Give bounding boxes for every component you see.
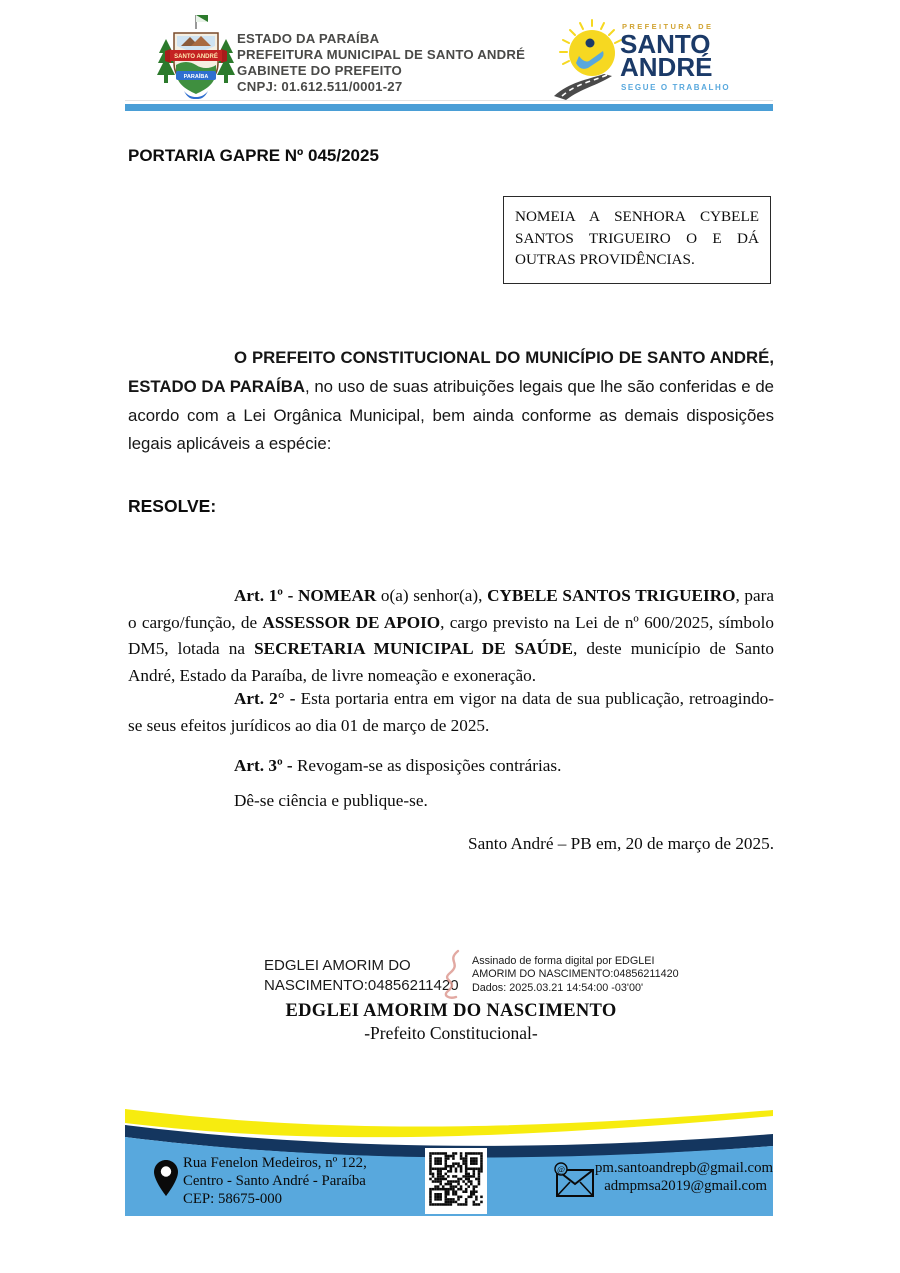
header-org-block: [237, 31, 557, 95]
location-pin-icon: [153, 1159, 179, 1197]
article-3-text: Revogam-se as disposições contrárias.: [296, 756, 562, 775]
header-divider-bar: [125, 104, 773, 111]
municipal-coat-of-arms: [157, 13, 235, 99]
sun-icon: [569, 30, 615, 76]
svg-text:@: @: [557, 1164, 565, 1174]
footer-address: [183, 1155, 403, 1208]
signature-detail-line1: Assinado de forma digital por EDGLEI: [472, 955, 655, 967]
article-2-heading: Art. 2° -: [234, 689, 301, 708]
person-icon: [586, 39, 595, 48]
closing-line: Dê-se ciência e publique-se.: [234, 791, 428, 810]
address-line-cep: CEP: 58675-000: [183, 1190, 283, 1207]
logo-name-line1: SANTO: [620, 29, 711, 59]
digital-signature-flourish-icon: [436, 949, 470, 1003]
prefeitura-santo-andre-logo: [552, 12, 734, 102]
signer-role: -Prefeito Constitucional-: [364, 1023, 538, 1043]
crest-banner-paraiba: PARAÍBA: [183, 74, 209, 80]
article-1-text: o(a) senhor(a),: [376, 586, 488, 605]
article-2-text: Esta portaria entra em vigor na data de sua publicação, retroagindo-se seus efeitos jurídicos ao dia 01 de março de 2025.: [128, 689, 774, 735]
signature-detail-line2: AMORIM DO NASCIMENTO:04856211420: [472, 968, 679, 981]
digital-signature-name: EDGLEI AMORIM DO NASCIMENTO:04856211420: [264, 957, 459, 994]
article-2-paragraph: [128, 686, 774, 739]
address-line-street: Rua Fenelon Medeiros, nº 122,: [183, 1155, 367, 1171]
org-line-prefeitura: PREFEITURA MUNICIPAL DE SANTO ANDRÉ: [237, 47, 526, 62]
position-title: ASSESSOR DE APOIO: [262, 612, 441, 632]
article-3-heading: Art. 3º -: [234, 756, 297, 775]
summary-box: NOMEIA A SENHORA CYBELE SANTOS TRIGUEIRO O E DÁ OUTRAS PROVIDÊNCIAS.: [503, 196, 771, 284]
page-title: PORTARIA GAPRE Nº 045/2025: [128, 146, 379, 165]
email-line-2: admpmsa2019@gmail.com: [604, 1178, 767, 1195]
preamble-regular-segment: , no uso de suas atribuições legais que lhe são conferidas e de acordo com a Lei Orgânica Municipal, bem ainda conforme as demais disposições legais aplicáveis a espécie:: [128, 376, 774, 454]
footer-emails: [595, 1159, 773, 1195]
crest-banner-santo-andre: SANTO ANDRÉ: [174, 54, 218, 60]
article-1-paragraph: Art. 1º - NOMEAR o(a) senhor(a), CYBELE SANTOS TRIGUEIRO, para o cargo/função, de ASSESSOR DE APOIO, cargo previsto na Lei de nº 600/2025, símbolo DM5, lotada na SECRETARIA MUNICIPAL DE SAÚDE, deste município de Santo André, Estado da Paraíba, de livre nomeação e exoneração.: [128, 586, 774, 685]
preamble-paragraph: [128, 344, 774, 459]
resolve-label: RESOLVE:: [128, 496, 217, 516]
footer-banner: [125, 1104, 773, 1216]
logo-small-top: PREFEITURA DE: [622, 22, 714, 31]
email-line-1: pm.santoandrepb@gmail.com: [595, 1160, 773, 1176]
department-name: SECRETARIA MUNICIPAL DE SAÚDE: [254, 639, 573, 658]
dateline: Santo André – PB em, 20 de março de 2025.: [468, 834, 774, 853]
article-3-paragraph: [128, 753, 774, 780]
preamble-bold-segment: O PREFEITO CONSTITUCIONAL DO MUNICÍPIO DE SANTO ANDRÉ, ESTADO DA PARAÍBA: [128, 348, 774, 396]
qr-code: [425, 1148, 487, 1214]
email-envelope-icon: [553, 1162, 597, 1198]
article-1-heading: Art. 1º - NOMEAR: [234, 586, 377, 605]
digital-signature-details: [472, 955, 682, 995]
org-line-state: ESTADO DA PARAÍBA: [237, 31, 380, 46]
signer-printed-name: EDGLEI AMORIM DO NASCIMENTO: [285, 1001, 617, 1021]
header-divider-hairline: [125, 100, 773, 101]
appointee-name: CYBELE SANTOS TRIGUEIRO: [487, 586, 736, 605]
address-line-city: Centro - Santo André - Paraíba: [183, 1172, 366, 1189]
logo-name-line2: ANDRÉ: [620, 52, 713, 82]
signature-detail-line3: Dados: 2025.03.21 14:54:00 -03'00': [472, 981, 644, 994]
org-line-gabinete: GABINETE DO PREFEITO: [237, 63, 402, 78]
logo-tagline: SEGUE O TRABALHO: [621, 83, 731, 92]
org-line-cnpj: CNPJ: 01.612.511/0001-27: [237, 79, 403, 94]
